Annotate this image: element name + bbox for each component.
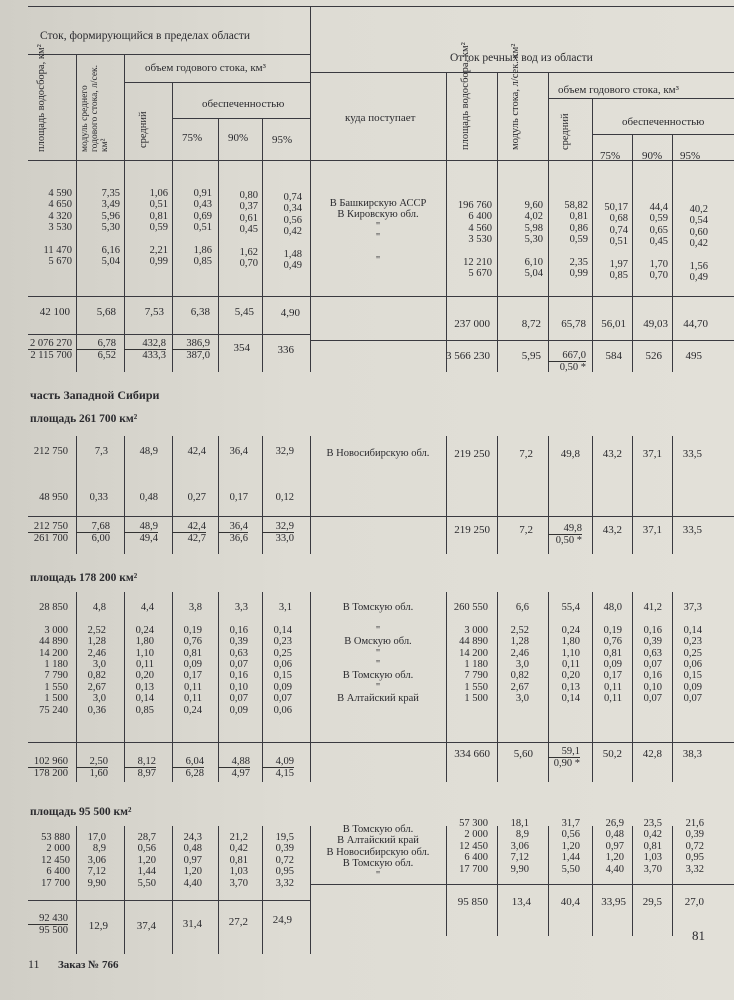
header-bottom-rule: [28, 160, 734, 161]
signature-mark: 11: [28, 957, 40, 971]
subtotal-area: 42 100: [39, 306, 70, 318]
section2-area-label: площадь 261 700 км²: [30, 413, 138, 425]
book-page: Сток, формирующийся в пределах области Отток речных вод из области объем годового стока, км³ обеспеченностью 75% 90% 95% куда поступает объем годового стока, км³ обеспеченностью 75% 90% 95% площадь водосбора, км² модуль среднего годового стока, л/сек. км² средний площадь водосбора, км² модуль стока, л/сек. км² средний 4 590 4 650 4 320 3 530 11 470 5 670 7,35 3,49 5,96 5,30 6,16 5,04 1,06 0,51 0,81 0,59 2,21 0,99 0,91 0,43 0,69 0,51 1,86 0,85 0,80 0,37 0,61 0,45 1,62 0,70 0,74 0,34 0,56 0,42 1,48 0,49 В Башкирскую АССР В Кировскую обл. " " " 196 760 6 400 4 560 3 530 12 210 5 670 9,60 4,02 5,98 5,30 6,10 5,04 58,82 0,81 0,86 0,59 2,35 0,99 50,17 0,68 0,74 0,51 1,97 0,85 44,4 0,59 0,65 0,45 1,70 0,70 40,2 0,54 0,60 0,42 1,56 0,49 42 100 5,68 7,53 6,38 5,45 4,90 237 000 8,72 65,78 56,01 49,03 44,70 $\frac{2 076 270}{2 115 700}$ $\frac{6,78}{6,52}$ $\frac{432,8}{433,3}$ $\frac{386,9}{387,0}$ 354 336 3 566 230 5,95 $\frac{667,0}{0,50 *}$ 584 526 495 часть Западной Сибири площадь 261 700 км² 212 750 48 950 7,3 0,33 48,9 0,48 42,4 0,27 36,4 0,17 32,9 0,12 В Новосибирскую обл. 219 250 7,2 49,8 43,2 37,1 33,5 $\frac{212 750}{261 700}$ $\frac{7,68}{6,00}$ $\frac{48,9}{49,4}$ $\frac{42,4}{42,7}$ $\frac{36,4}{36,6}$ $\frac{32,9}{33,0}$ 219 250 7,2 $\frac{49,8}{0,50 *}$ 43,2 37,1 33,5 площадь 178 200 км² 28 850 3 000 44 890 14 200 1 180 7 790 1 550 1 500 75 240 4,8 2,52 1,28 2,46 3,0 0,82 2,67 3,0 0,36 4,4 0,24 1,80 1,10 0,11 0,20 0,13 0,14 0,85 3,8 0,19 0,76 0,81 0,09 0,17 0,11 0,11 0,24 3,3 0,16 0,39 0,63 0,07 0,16 0,10 0,07 0,09 3,1 0,14 0,23 0,25 0,06 0,15 0,09 0,07 0,06 В Томскую обл. " В Омскую обл. " " В Томскую обл. " В Алтайский край 260 550 3 000 44 890 14 200 1 180 7 790 1 550 1 500 6,6 2,52 1,28 2,46 3,0 0,82 2,67 3,0 55,4 0,24 1,80 1,10 0,11 0,20 0,13 0,14 48,0 0,19 0,76 0,81 0,09 0,17 0,11 0,11 41,2 0,16 0,39 0,63 0,07 0,16 0,10 0,07 37,3 0,14 0,23 0,25 0,06 0,15 0,09 0,07 $\frac{102 960}{178 200}$ $\frac{2,50}{1,60}$ $\frac{8,12}{8,97}$ $\frac{6,04}{6,28}$ $\frac{4,88}{4,97}$ $\frac{4,09}{4,15}$ 334 660 5,60 $\frac{59,1}{0,90 *}$ 50,2 42,8 38,3 площадь 95 500 км² 53 880 2 000 12 450 6 400 17 700 17,0 8,9 3,06 7,12 9,90 28,7 0,56 1,20 1,44 5,50 24,3 0,48 0,97 1,20 4,40 21,2 0,42 0,81 1,03 3,70 19,5 0,39 0,72 0,95 3,32 В Томскую обл. В Алтайский край В Новосибирскую обл. В Томскую обл. " 57 300 2 000 12 450 6 400 17 700 18,1 8,9 3,06 7,12 9,90 31,7 0,56 1,20 1,44 5,50 26,9 0,48 0,97 1,20 4,40 23,5 0,42 0,81 1,03 3,70 21,6 0,39 0,72 0,95 3,32 $\frac{92 430}{95 500}$ 12,9 37,4 31,4 27,2 24,9 95 850 13,4 40,4 33,95 29,5 27,0 11 Заказ № 766 81: [0, 0, 734, 1000]
page-number: 81: [692, 928, 705, 943]
section-title: часть Западной Сибири: [30, 388, 160, 402]
modulus-col-header: модуль среднего годового стока, л/сек. км²: [80, 64, 110, 152]
section3-area-label: площадь 178 200 км²: [30, 572, 138, 584]
destination-title: куда поступает: [345, 112, 416, 124]
volume-title: объем годового стока, км³: [145, 62, 266, 74]
right-group-title: Отток речных вод из области: [450, 52, 593, 64]
print-order: Заказ № 766: [58, 959, 119, 971]
probability-title: обеспеченностью: [202, 98, 285, 110]
header-top-rule: [28, 6, 734, 7]
left-group-title: Сток, формирующийся в пределах области: [40, 30, 251, 42]
section4-area-label: площадь 95 500 км²: [30, 806, 132, 818]
table-header: Сток, формирующийся в пределах области Отток речных вод из области объем годового стока, км³ обеспеченностью 75% 90% 95% куда поступает объем годового стока, км³ обеспеченностью 75% 90% 95% площадь водосбора, км² модуль среднего годового стока, л/сек. км² средний площадь водосбора, км² модуль стока, л/сек. км² средний: [0, 0, 734, 162]
area-col-header: площадь водосбора, км²: [36, 44, 47, 152]
